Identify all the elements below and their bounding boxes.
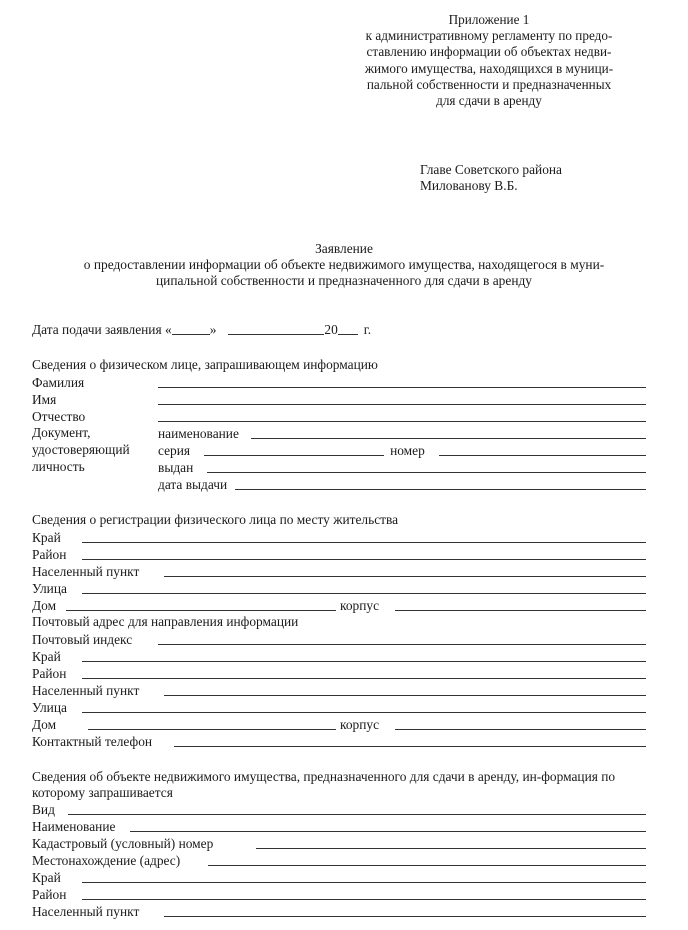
- reg-house-label: Дом: [32, 598, 57, 613]
- object-type-row: [32, 801, 646, 818]
- reg-house-row: [32, 597, 646, 614]
- postal-region-row: [32, 648, 646, 665]
- postal-building-field[interactable]: [395, 718, 646, 730]
- patronymic-row: [32, 408, 646, 425]
- postal-street-field[interactable]: [82, 701, 646, 713]
- reg-locality-label: Населенный пункт: [32, 564, 140, 579]
- appendix-line: для сдачи в аренду: [436, 93, 542, 109]
- postal-house-field[interactable]: [88, 718, 336, 730]
- surname-field[interactable]: [158, 376, 646, 388]
- doc-name-row: [158, 425, 646, 442]
- identity-document-block: [32, 425, 646, 493]
- location-field[interactable]: [208, 854, 646, 866]
- reg-region-field[interactable]: [82, 531, 646, 543]
- doc-issued-row: [158, 459, 646, 476]
- location-label: Местонахождение (адрес): [32, 853, 181, 868]
- postal-index-label: Почтовый индекс: [32, 632, 133, 647]
- year-suffix: г.: [363, 322, 372, 337]
- doc-date-label: дата выдачи: [158, 477, 228, 492]
- surname-row: [32, 374, 646, 391]
- object-locality-label: Населенный пункт: [32, 904, 140, 919]
- year-field[interactable]: [338, 323, 358, 335]
- title-line: о предоставлении информации об объекте недвижимого имущества, находящегося в муни-: [83, 257, 605, 272]
- doc-date-field[interactable]: [235, 478, 646, 490]
- addressee-line: Милованову В.Б.: [420, 178, 518, 193]
- doc-series-field[interactable]: [204, 444, 384, 456]
- postal-district-label: Район: [32, 666, 67, 681]
- appendix-line: Приложение 1: [448, 12, 530, 27]
- identity-document-label: [32, 425, 158, 493]
- doc-number-label: номер: [390, 443, 425, 458]
- object-name-field[interactable]: [130, 820, 646, 832]
- object-type-field[interactable]: [68, 803, 646, 815]
- month-field[interactable]: [228, 323, 324, 335]
- postal-locality-label: Населенный пункт: [32, 683, 140, 698]
- date-label: Дата подачи заявления «: [32, 322, 172, 337]
- reg-district-label: Район: [32, 547, 67, 562]
- document-title: [24, 241, 664, 289]
- object-type-label: Вид: [32, 802, 55, 817]
- postal-locality-field[interactable]: [164, 684, 646, 696]
- registration-section-heading: Сведения о регистрации физического лица по месту жительства: [32, 512, 399, 527]
- doc-date-row: [158, 476, 646, 493]
- doc-series-label: серия: [158, 443, 191, 458]
- location-row: [32, 852, 646, 869]
- reg-street-field[interactable]: [82, 582, 646, 594]
- person-section-heading: Сведения о физическом лице, запрашивающем информацию: [32, 357, 378, 372]
- postal-street-row: [32, 699, 646, 716]
- doc-label-line: личность: [32, 459, 85, 474]
- postal-index-field[interactable]: [158, 633, 646, 645]
- postal-locality-row: [32, 682, 646, 699]
- doc-issued-label: выдан: [158, 460, 194, 475]
- phone-label: Контактный телефон: [32, 734, 153, 749]
- object-name-label: Наименование: [32, 819, 116, 834]
- object-district-field[interactable]: [82, 888, 646, 900]
- surname-label: Фамилия: [32, 375, 85, 390]
- doc-name-field[interactable]: [251, 427, 646, 439]
- postal-section-heading: Почтовый адрес для направления информации: [32, 614, 299, 629]
- reg-locality-row: [32, 563, 646, 580]
- postal-region-label: Край: [32, 649, 61, 664]
- reg-district-row: [32, 546, 646, 563]
- cadastral-label: Кадастровый (условный) номер: [32, 836, 214, 851]
- patronymic-label: Отчество: [32, 409, 86, 424]
- appendix-line: к административному регламенту по предо-: [365, 28, 613, 44]
- reg-street-row: [32, 580, 646, 597]
- title-line: ципальной собственности и предназначенного для сдачи в аренду: [155, 273, 532, 288]
- year-prefix: 20: [324, 322, 338, 337]
- reg-region-label: Край: [32, 530, 61, 545]
- reg-building-label: корпус: [340, 598, 380, 613]
- doc-label-line: Документ,: [32, 425, 91, 440]
- application-form: [32, 321, 646, 920]
- postal-district-row: [32, 665, 646, 682]
- cadastral-row: [32, 835, 646, 852]
- title-heading: Заявление: [315, 241, 373, 256]
- postal-building-label: корпус: [340, 717, 380, 732]
- reg-district-field[interactable]: [82, 548, 646, 560]
- phone-row: [32, 733, 646, 750]
- reg-locality-field[interactable]: [164, 565, 646, 577]
- date-close-quote: »: [209, 322, 217, 337]
- object-locality-field[interactable]: [164, 905, 646, 917]
- postal-house-label: Дом: [32, 717, 57, 732]
- doc-series-row: [158, 442, 646, 459]
- object-district-label: Район: [32, 887, 67, 902]
- object-district-row: [32, 886, 646, 903]
- name-field[interactable]: [158, 393, 646, 405]
- object-region-field[interactable]: [82, 871, 646, 883]
- date-row: [32, 321, 646, 338]
- day-field[interactable]: [172, 323, 210, 335]
- object-region-row: [32, 869, 646, 886]
- reg-street-label: Улица: [32, 581, 67, 596]
- object-name-row: [32, 818, 646, 835]
- appendix-line: пальной собственности и предназначенных: [366, 76, 612, 92]
- cadastral-field[interactable]: [256, 837, 646, 849]
- doc-name-label: наименование: [158, 426, 239, 441]
- doc-issued-field[interactable]: [207, 461, 646, 473]
- object-locality-row: [32, 903, 646, 920]
- postal-house-row: [32, 716, 646, 733]
- appendix-line: ставлению информации об объектах недви-: [366, 44, 612, 60]
- reg-region-row: [32, 529, 646, 546]
- phone-field[interactable]: [174, 735, 646, 747]
- addressee: [420, 162, 660, 194]
- doc-number-field[interactable]: [439, 444, 646, 456]
- postal-region-field[interactable]: [82, 650, 646, 662]
- reg-building-field[interactable]: [395, 599, 646, 611]
- object-section-heading: Сведения об объекте недвижимого имущества, предназначенного для сдачи в аренду, ин-формация по которому запрашивается: [32, 769, 616, 800]
- name-row: [32, 391, 646, 408]
- reg-house-field[interactable]: [66, 599, 336, 611]
- appendix-header: [330, 12, 648, 109]
- postal-street-label: Улица: [32, 700, 67, 715]
- postal-district-field[interactable]: [82, 667, 646, 679]
- doc-label-line: удостоверяющий: [32, 442, 130, 457]
- patronymic-field[interactable]: [158, 410, 646, 422]
- object-region-label: Край: [32, 870, 61, 885]
- postal-index-row: [32, 631, 646, 648]
- addressee-line: Главе Советского района: [420, 162, 562, 177]
- name-label: Имя: [32, 392, 57, 407]
- appendix-line: жимого имущества, находящихся в муници-: [364, 60, 614, 76]
